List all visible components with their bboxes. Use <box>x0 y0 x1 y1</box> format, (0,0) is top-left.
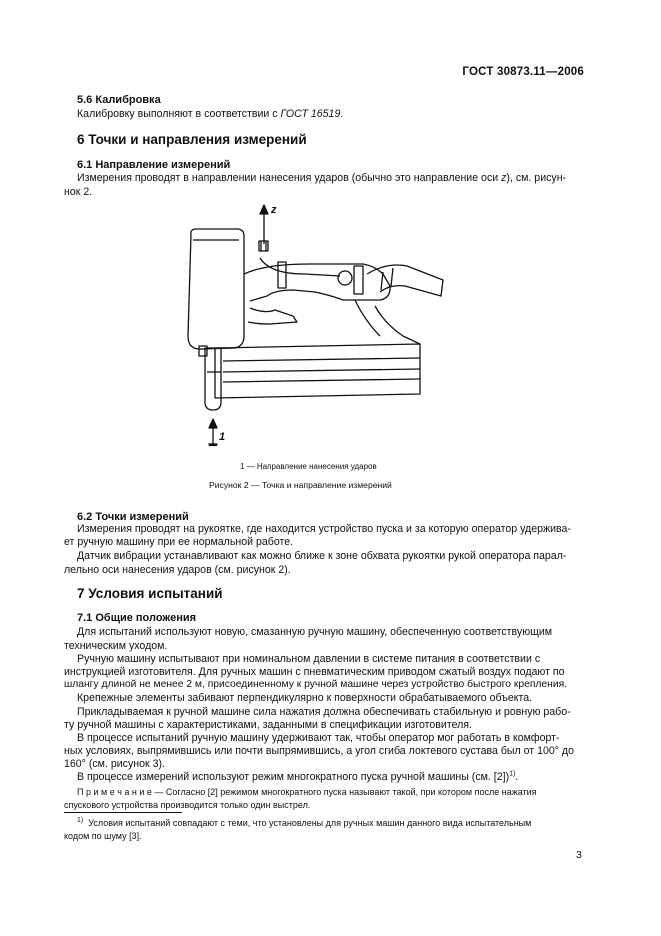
nailer-figure <box>175 196 455 446</box>
s71-line-5: Крепежные элементы забивают перпендикулярно к поверхности обрабатываемого объекта. <box>77 692 533 704</box>
s61-b: ), см. рисун- <box>506 172 567 184</box>
section-6-1-line2: нок 2. <box>64 186 93 198</box>
direction-1-label: 1 <box>219 431 226 443</box>
page-number: 3 <box>576 849 582 861</box>
axis-z-label: z <box>271 204 277 216</box>
s71-line-8: В процессе испытаний ручную машину удерживают так, чтобы оператор мог работать в комфорт- <box>77 732 560 744</box>
section-5-6-heading: 5.6 Калибровка <box>77 94 161 106</box>
s71-line-1: техническим уходом. <box>64 640 168 652</box>
section-6-1-heading: 6.1 Направление измерений <box>77 159 231 171</box>
footnote-divider <box>64 812 182 813</box>
section-6-1-line1 <box>77 171 582 185</box>
note-line-2: спускового устройства производится только один выстрел. <box>64 800 311 810</box>
section-7-1-heading: 7.1 Общие положения <box>77 612 197 624</box>
footnote-line-1 <box>77 817 582 830</box>
s71-line-7: ту ручной машины с характеристиками, заданными в спецификации изготовителя. <box>64 719 472 731</box>
s71-line-9: ных условиях, выпрямившись или почти выпрямившись, а угол сгиба локтевого сустава был от 100° до <box>64 745 575 757</box>
note-line-1 <box>77 786 582 799</box>
nose-tip <box>205 348 221 410</box>
s61-a: Измерения проводят в направлении нанесения ударов (обычно это направление оси <box>77 172 502 184</box>
footnote-line-2: кодом по шуму [3]. <box>64 831 142 841</box>
handle <box>244 264 390 301</box>
s56-text: Калибровку выполняют в соответствии с <box>77 108 281 120</box>
footnote-text: Условия испытаний совпадают с теми, что установлены для ручных машин данного вида испытательным <box>88 818 532 828</box>
s71-line-6: Прикладываемая к ручной машине сила нажатия должна обеспечивать стабильную и ровную рабо- <box>77 706 571 718</box>
s71-line-0: Для испытаний используют новую, смазанную ручную машину, обеспеченную соответствующим <box>77 626 553 638</box>
s71-line-3: инструкцией изготовителя. Для ручных машин с пневматическим приводом сжатый воздух подают по <box>64 666 565 678</box>
s71-line-2: Ручную машину испытывают при номинальном давлении в системе питания в соответствии с <box>77 653 541 665</box>
s71-line-10: 160° (см. рисунок 3). <box>64 758 165 770</box>
s56-end: . <box>340 108 344 120</box>
axis-ref: z <box>501 172 507 184</box>
s71-last-text: В процессе измерений используют режим многократного пуска ручной машины (см. [2]) <box>77 771 510 783</box>
air-fitting <box>338 271 352 285</box>
footnote-mark: 1) <box>77 817 84 824</box>
z-axis-arrow <box>260 205 268 244</box>
section-7-heading: 7 Условия испытаний <box>77 586 223 601</box>
s71-line-4: шлангу длиной не менее 2 м, присоединенному к ручной машине через устройство быстрого крепления. <box>64 679 568 690</box>
footnote-ref: 1) <box>509 770 516 778</box>
section-6-2-p1-l1: Измерения проводят на рукоятке, где находится устройство пуска и за которую оператор удержива- <box>77 523 571 535</box>
note-text: — Согласно [2] режимом многократного пуска называют такой, при котором после нажатия <box>151 787 537 797</box>
section-5-6-text <box>77 107 582 121</box>
impact-direction-arrow <box>209 419 217 446</box>
section-6-2-p2-l2: лельно оси нанесения ударов (см. рисунок 2). <box>64 564 291 576</box>
gost-ref: ГОСТ 16519 <box>280 108 341 120</box>
s71-last-line <box>77 770 518 784</box>
section-6-2-p1-l2: ет ручную машину при ее нормальной работе. <box>64 536 294 548</box>
note-label: П р и м е ч а н и е <box>77 787 152 797</box>
figure-legend: 1 — Направление нанесения ударов <box>240 462 377 471</box>
header-standard: ГОСТ 30873.11—2006 <box>462 66 584 78</box>
rear-grip <box>354 266 363 294</box>
section-6-heading: 6 Точки и направления измерений <box>77 132 307 147</box>
tool-head <box>188 229 244 349</box>
figure-caption: Рисунок 2 — Точка и направление измерений <box>209 480 392 490</box>
s71-last-end: . <box>515 771 519 783</box>
section-6-2-p2-l1: Датчик вибрации устанавливают как можно ближе к зоне обхвата рукоятки рукой оператора парал- <box>77 550 567 562</box>
section-6-2-heading: 6.2 Точки измерений <box>77 511 189 523</box>
